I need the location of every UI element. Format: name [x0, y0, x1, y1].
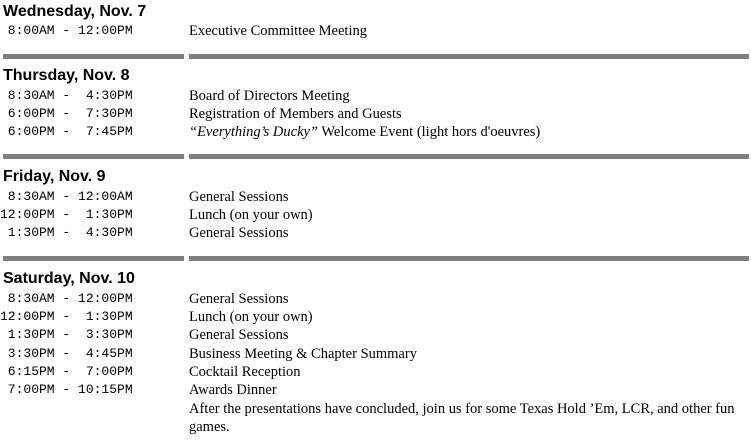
event-name: Cocktail Reception — [189, 364, 301, 380]
event-name: Lunch (on your own) — [189, 309, 313, 325]
event-name: Executive Committee Meeting — [189, 23, 367, 39]
day-title: Friday, Nov. 9 — [3, 168, 106, 185]
time-range: 6:00PM - 7:30PM — [0, 106, 133, 121]
day-title: Saturday, Nov. 10 — [3, 270, 135, 287]
time-range: 6:15PM - 7:00PM — [0, 364, 133, 379]
section-divider-right — [189, 54, 749, 59]
time-range: 12:00PM - 1:30PM — [0, 207, 133, 222]
time-range: 7:00PM - 10:15PM — [0, 382, 133, 397]
event-name: Board of Directors Meeting — [189, 88, 350, 104]
day-title: Wednesday, Nov. 7 — [3, 3, 147, 20]
event-name: General Sessions — [189, 225, 289, 241]
time-range: 6:00PM - 7:45PM — [0, 124, 133, 139]
schedule-row — [0, 326, 751, 344]
time-range: 1:30PM - 3:30PM — [0, 327, 133, 342]
section-divider-left — [3, 154, 184, 159]
section-divider-right — [189, 154, 749, 159]
time-range: 8:30AM - 12:00PM — [0, 291, 133, 306]
schedule-row — [0, 381, 751, 399]
schedule-row — [0, 206, 751, 224]
event-note: After the presentations have concluded, join us for some Texas Hold ’Em, LCR, and other fun games. — [189, 401, 735, 435]
schedule-row — [0, 22, 751, 40]
time-range: 1:30PM - 4:30PM — [0, 225, 133, 240]
schedule-row — [0, 188, 751, 206]
schedule-row — [0, 105, 751, 123]
section-divider-right — [189, 256, 749, 261]
event-name: Business Meeting & Chapter Summary — [189, 346, 417, 362]
schedule-row — [0, 345, 751, 363]
event-name-rest: Welcome Event (light hors d'oeuvres) — [318, 124, 541, 140]
event-name: General Sessions — [189, 327, 289, 343]
schedule-row — [0, 308, 751, 326]
time-range: 3:30PM - 4:45PM — [0, 346, 133, 361]
time-range: 8:30AM - 4:30PM — [0, 88, 133, 103]
event-name-italic: “Everything’s Ducky” — [189, 124, 318, 140]
schedule-row — [0, 123, 751, 141]
schedule-row — [0, 87, 751, 105]
schedule-row — [0, 224, 751, 242]
time-range: 8:30AM - 12:00AM — [0, 189, 133, 204]
event-name — [189, 123, 744, 141]
section-divider-left — [3, 54, 184, 59]
event-name: General Sessions — [189, 189, 289, 205]
event-name: Registration of Members and Guests — [189, 106, 402, 122]
time-range: 12:00PM - 1:30PM — [0, 309, 133, 324]
schedule-row — [0, 363, 751, 381]
schedule-row — [0, 290, 751, 308]
time-range: 8:00AM - 12:00PM — [0, 23, 133, 38]
event-name: Lunch (on your own) — [189, 207, 313, 223]
section-divider-left — [3, 256, 184, 261]
event-name: Awards Dinner — [189, 382, 277, 398]
event-name: General Sessions — [189, 291, 289, 307]
day-title: Thursday, Nov. 8 — [3, 67, 130, 84]
